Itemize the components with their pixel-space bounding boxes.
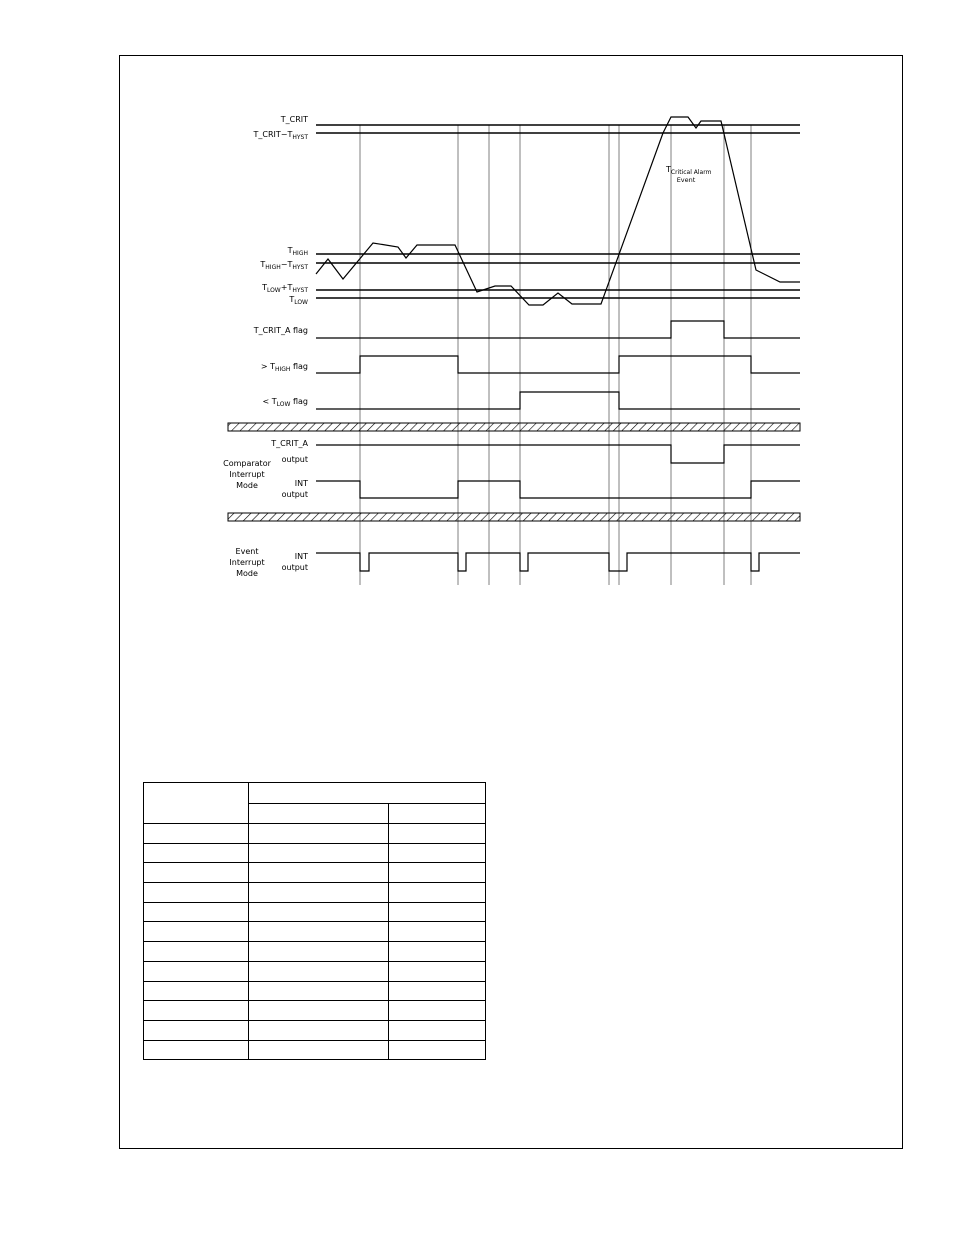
- table-cell: [144, 981, 249, 1001]
- table-cell: [389, 961, 486, 981]
- table-row: [144, 863, 486, 883]
- threshold-labels: [252, 115, 308, 306]
- table-cell: [144, 883, 249, 903]
- svg-text:output: output: [281, 455, 308, 464]
- table-cell: [249, 1001, 389, 1021]
- critical-alarm-annotation: [665, 165, 712, 184]
- table-row: [144, 883, 486, 903]
- svg-text:TCritical Alarm: $T_{Critical Alarm}$: [666, 165, 712, 176]
- t-low-label: $T_{LOW}$: [289, 295, 308, 306]
- table-cell: [249, 883, 389, 903]
- table-row: [144, 981, 486, 1001]
- table-cell: [389, 922, 486, 942]
- t-crit-label: T_CRIT: [280, 115, 308, 124]
- table-cell: [249, 981, 389, 1001]
- svg-text:output: output: [281, 563, 308, 572]
- table-cell: [144, 1040, 249, 1060]
- low-flag-label: < $T_{LOW}$ flag: [262, 397, 308, 408]
- table-cell: [249, 824, 389, 844]
- table-cell: [144, 942, 249, 962]
- table-row: [144, 1001, 486, 1021]
- table-row: [144, 1040, 486, 1060]
- low-flag-wave: [316, 392, 800, 409]
- high-flag-label: > $T_{HIGH}$ flag: [260, 362, 308, 373]
- table-row: [144, 843, 486, 863]
- t-high-hyst-label: $T_{HIGH}-T_{HYST}$: [260, 260, 308, 271]
- table-cell: [389, 942, 486, 962]
- svg-text:INT: INT: [294, 552, 308, 561]
- table-subheader-cell: [249, 804, 389, 824]
- svg-text:Event: Event: [676, 176, 696, 184]
- t-high-label: $T_{HIGH}$: [287, 246, 308, 257]
- separator-bar-top: [228, 423, 800, 431]
- table-cell: [249, 922, 389, 942]
- table-cell: [389, 883, 486, 903]
- flag-waveforms: [316, 321, 800, 409]
- table-cell: [389, 1040, 486, 1060]
- temperature-curve: [316, 117, 800, 305]
- table-cell: [389, 824, 486, 844]
- table-cell: [249, 942, 389, 962]
- table-row: [144, 942, 486, 962]
- svg-text:Interrupt: Interrupt: [229, 470, 265, 479]
- table-subheader-cell: [389, 804, 486, 824]
- high-flag-wave: [316, 356, 800, 373]
- table-row: [144, 922, 486, 942]
- table-header-cell: [144, 783, 249, 824]
- comparator-int-output-wave: [316, 481, 800, 498]
- empty-table: [143, 782, 486, 1060]
- table-cell: [144, 1020, 249, 1040]
- table-cell: [249, 843, 389, 863]
- table-row: [144, 783, 486, 804]
- table-cell: [249, 902, 389, 922]
- t-crit-a-flag-wave: [316, 321, 800, 338]
- svg-text:output: output: [281, 490, 308, 499]
- svg-text:Comparator: Comparator: [223, 459, 271, 468]
- table-cell: [144, 824, 249, 844]
- table-cell: [249, 1020, 389, 1040]
- table-cell: [144, 863, 249, 883]
- table-cell: [389, 843, 486, 863]
- comparator-waveforms: [316, 445, 800, 498]
- event-int-output-wave: [316, 553, 800, 571]
- event-mode-labels: [229, 547, 308, 578]
- table-cell: [249, 863, 389, 883]
- threshold-lines: [316, 125, 800, 298]
- table-cell: [144, 902, 249, 922]
- comparator-mode-labels: [223, 439, 308, 499]
- t-crit-a-flag-label: T_CRIT_A flag: [253, 326, 308, 335]
- table-cell: [249, 961, 389, 981]
- flag-labels: [253, 326, 308, 408]
- svg-text:Mode: Mode: [236, 569, 258, 578]
- t-low-hyst-label: $T_{LOW}+T_{HYST}$: [262, 283, 308, 294]
- table-row: [144, 961, 486, 981]
- table-cell: [389, 902, 486, 922]
- svg-text:INT: INT: [294, 479, 308, 488]
- table-header-cell: [249, 783, 486, 804]
- table-row: [144, 1020, 486, 1040]
- table-cell: [249, 1040, 389, 1060]
- table-row: [144, 902, 486, 922]
- svg-text:T_CRIT_A: T_CRIT_A: [271, 439, 308, 448]
- table-cell: [389, 1020, 486, 1040]
- table-cell: [389, 1001, 486, 1021]
- table-cell: [144, 1001, 249, 1021]
- separator-bar-bottom: [228, 513, 800, 521]
- table-cell: [389, 863, 486, 883]
- table-row: [144, 824, 486, 844]
- table-cell: [144, 961, 249, 981]
- t-crit-a-output-wave: [316, 445, 800, 463]
- svg-text:Mode: Mode: [236, 481, 258, 490]
- table-cell: [389, 981, 486, 1001]
- t-crit-hyst-label: $T\_CRIT-T_{HYST}$: [253, 130, 308, 141]
- svg-text:Event: Event: [235, 547, 259, 556]
- svg-text:Interrupt: Interrupt: [229, 558, 265, 567]
- table-cell: [144, 922, 249, 942]
- table-cell: [144, 843, 249, 863]
